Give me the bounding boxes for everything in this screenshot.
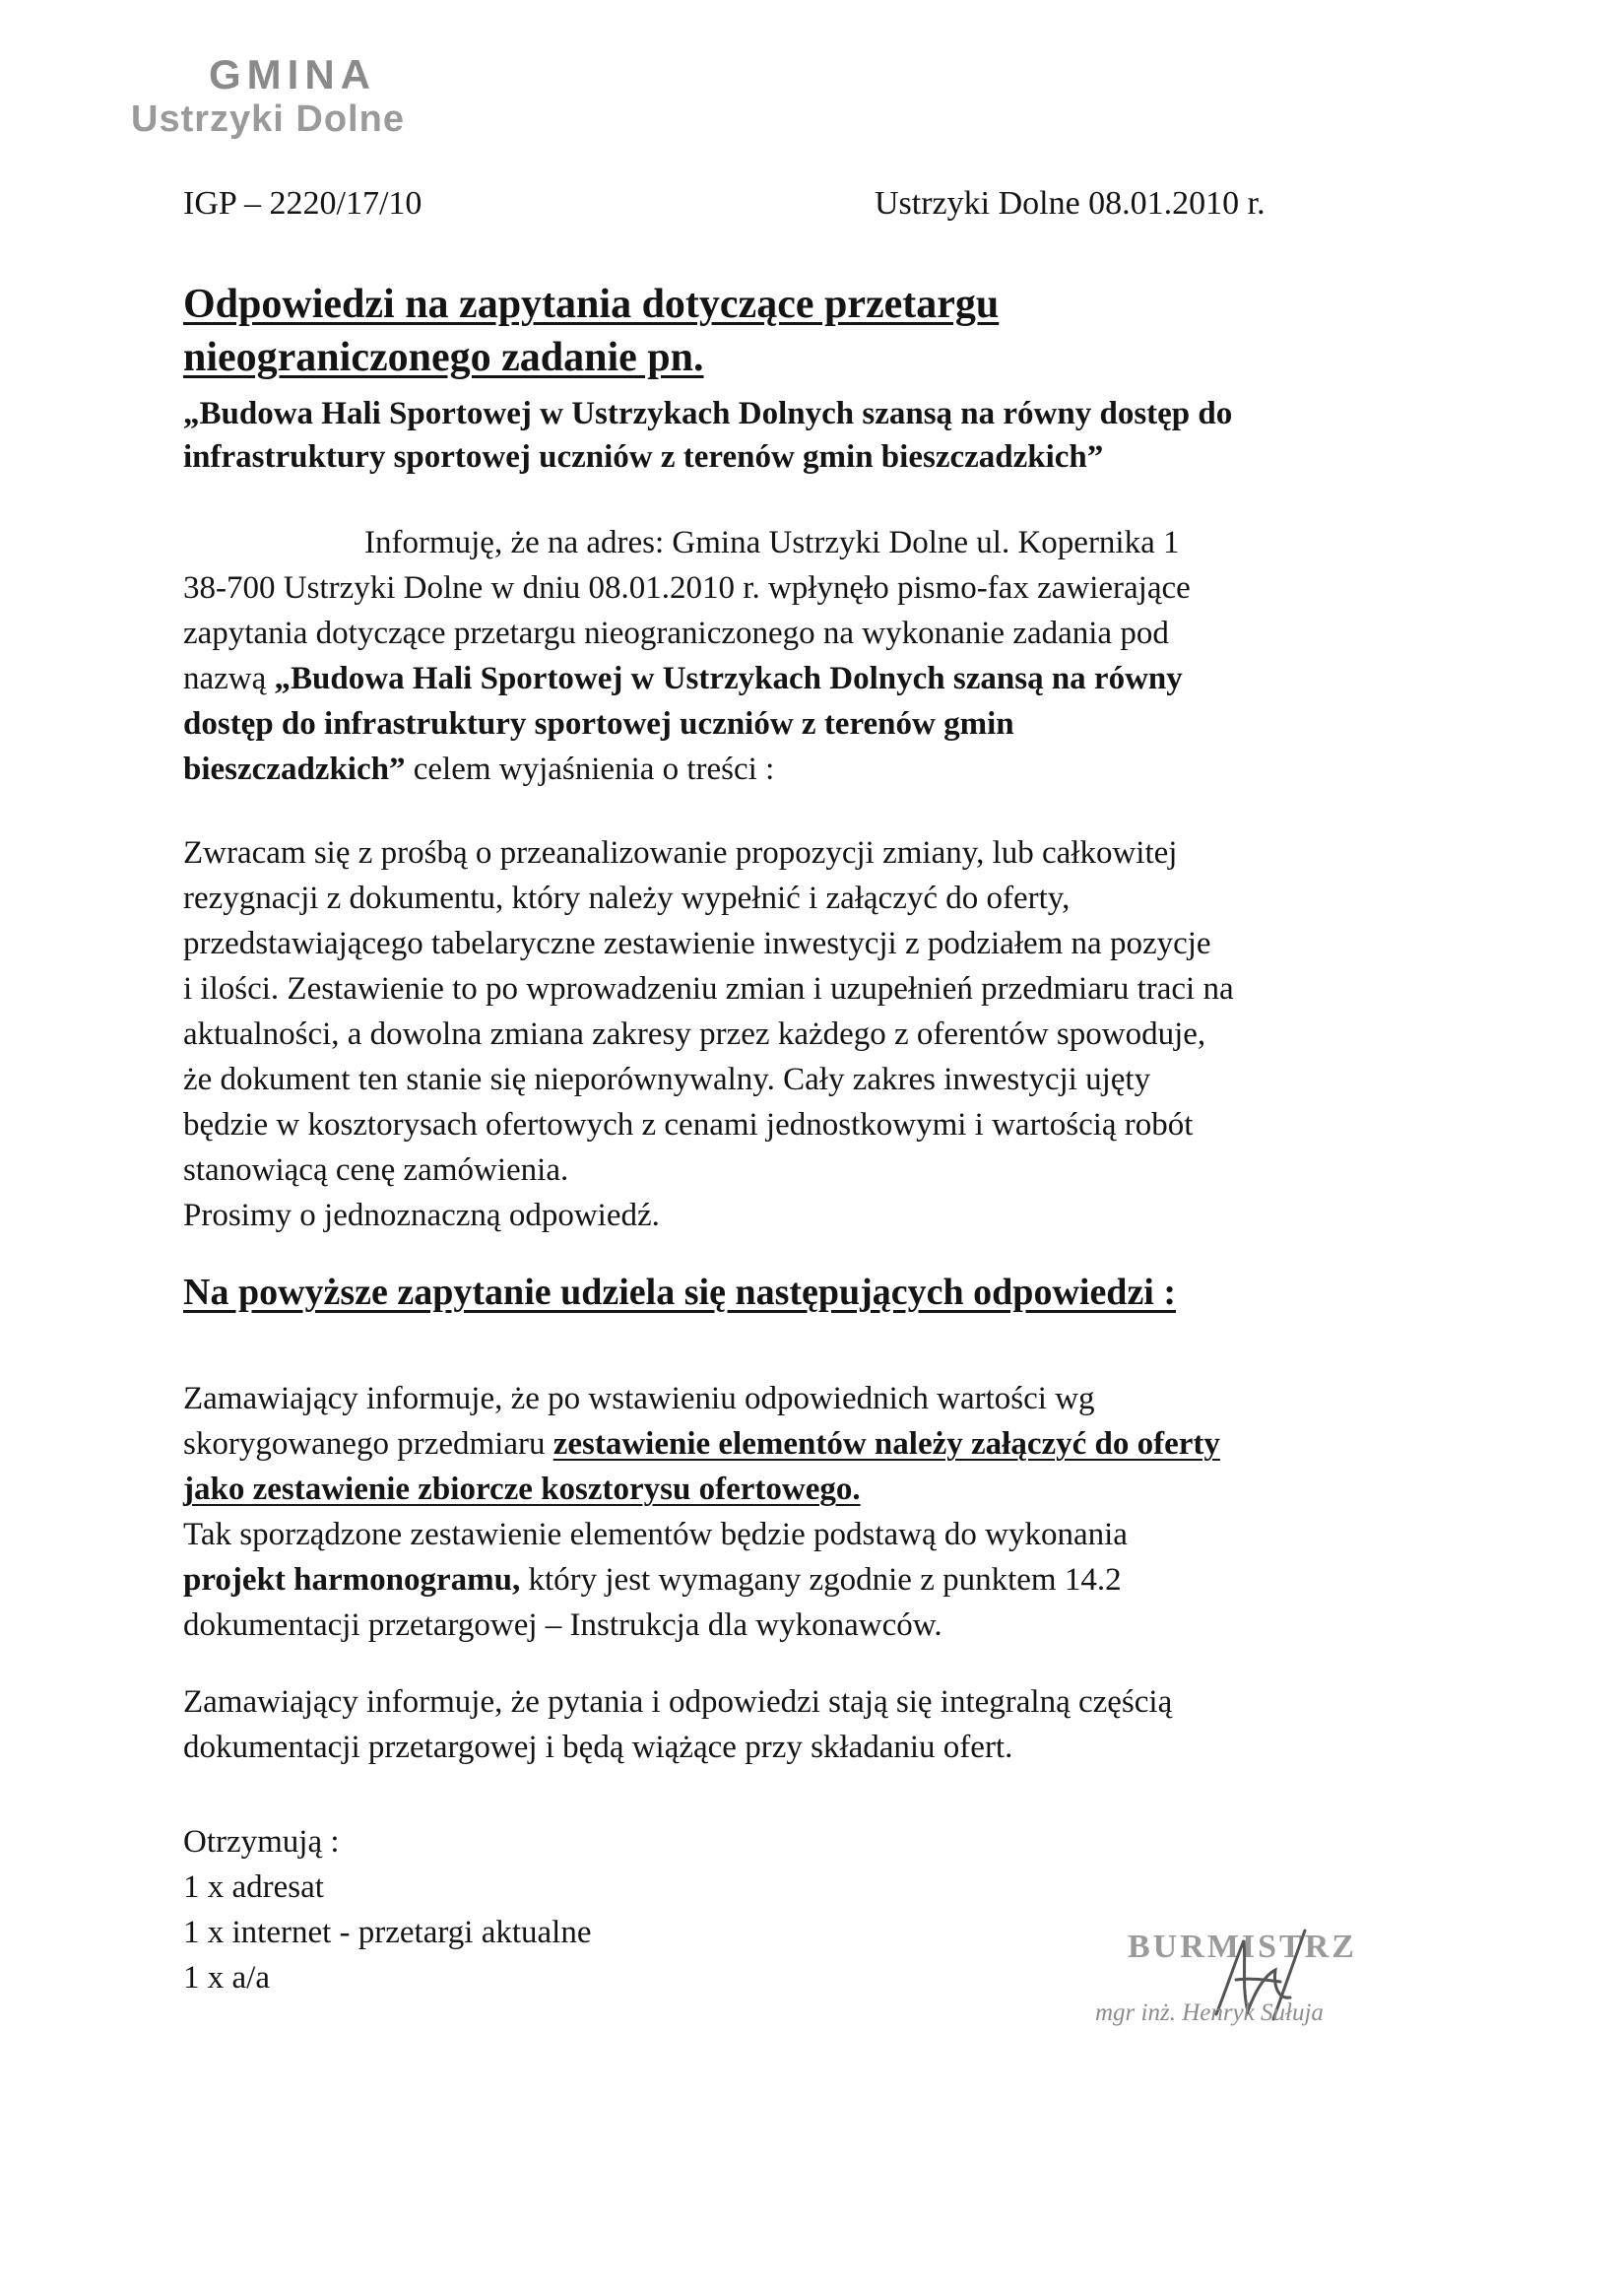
subject-line-1: „Budowa Hali Sportowej w Ustrzykach Dolnych szansą na równy dostęp do <box>183 396 1233 431</box>
paragraph-line: stanowiącą cenę zamówienia. <box>183 1152 569 1188</box>
recipient-item: 1 x adresat <box>183 1869 324 1905</box>
recipients-list <box>183 1819 1070 2000</box>
signature-stamp <box>1095 1921 1462 2049</box>
tender-subject <box>183 392 1483 479</box>
place-date: Ustrzyki Dolne 08.01.2010 r. <box>875 185 1266 222</box>
paragraph-answer <box>183 1376 1463 1648</box>
text-plain: który jest wymagany zgodnie z punktem 14.2 <box>520 1562 1122 1598</box>
logo-town: Ustrzyki Dolne <box>131 98 405 140</box>
logo-gmina: GMINA <box>209 51 376 98</box>
paragraph-line: Zamawiający informuje, że pytania i odpowiedzi stają się integralną częścią <box>183 1684 1173 1720</box>
paragraph-line <box>183 656 1463 701</box>
title-line-2: nieograniczonego zadanie pn. <box>183 335 704 380</box>
stamp-title: BURMISTRZ <box>1128 1929 1357 1965</box>
paragraph-line: że dokument ten stanie się nieporównywalny. Cały zakres inwestycji ujęty <box>183 1062 1151 1097</box>
text-bold: projekt harmonogramu, <box>183 1562 521 1598</box>
reference-number: IGP – 2220/17/10 <box>183 185 422 222</box>
paragraph-line: Prosimy o jednoznaczną odpowiedź. <box>183 1198 660 1233</box>
paragraph-line: rezygnacji z dokumentu, który należy wypełnić i załączyć do oferty, <box>183 881 1071 916</box>
paragraph-line: aktualności, a dowolna zmiana zakresy przez każdego z oferentów spowoduje, <box>183 1016 1206 1052</box>
paragraph-line: Informuję, że na adres: Gmina Ustrzyki Dolne ul. Kopernika 1 <box>364 525 1180 560</box>
paragraph-information <box>183 520 1463 792</box>
paragraph-integral <box>183 1679 1463 1770</box>
paragraph-line <box>183 1421 1463 1467</box>
recipient-item: 1 x a/a <box>183 1960 270 1996</box>
paragraph-line: zapytania dotyczące przetargu nieograniczonego na wykonanie zadania pod <box>183 616 1169 651</box>
paragraph-line <box>183 747 1463 792</box>
document-title <box>183 278 1267 384</box>
recipients-heading: Otrzymują : <box>183 1824 340 1860</box>
stamp-name: mgr inż. Henryk Sułuja <box>1095 1999 1324 2026</box>
text-bold-underlined: zestawienie elementów należy załączyć do oferty <box>552 1426 1220 1462</box>
paragraph-question <box>183 830 1463 1238</box>
text-plain: nazwą <box>183 661 275 696</box>
paragraph-line: dostęp do infrastruktury sportowej uczniów z terenów gmin <box>183 706 1014 742</box>
paragraph-line: i ilości. Zestawienie to po wprowadzeniu zmian i uzupełnień przedmiaru traci na <box>183 971 1234 1007</box>
paragraph-line: dokumentacji przetargowej i będą wiążące przy składaniu ofert. <box>183 1730 1013 1765</box>
title-line-1: Odpowiedzi na zapytania dotyczące przetargu <box>183 282 1000 327</box>
paragraph-line: Zamawiający informuje, że po wstawieniu odpowiednich wartości wg <box>183 1381 1095 1416</box>
paragraph-line: będzie w kosztorysach ofertowych z cenami jednostkowymi i wartością robót <box>183 1107 1194 1143</box>
paragraph-line: jako zestawienie zbiorcze kosztorysu ofertowego. <box>183 1472 861 1507</box>
text-plain: skorygowanego przedmiaru <box>183 1426 553 1462</box>
subject-line-2: infrastruktury sportowej uczniów z terenów gmin bieszczadzkich” <box>183 439 1104 475</box>
answers-heading: Na powyższe zapytanie udziela się następujących odpowiedzi : <box>183 1272 1177 1313</box>
text-bold: „Budowa Hali Sportowej w Ustrzykach Dolnych szansą na równy <box>274 661 1183 696</box>
paragraph-line: dokumentacji przetargowej – Instrukcja dla wykonawców. <box>183 1607 942 1643</box>
paragraph-line: 38-700 Ustrzyki Dolne w dniu 08.01.2010 r. wpłynęło pismo-fax zawierające <box>183 570 1191 606</box>
paragraph-line <box>183 1557 1463 1603</box>
paragraph-line: Tak sporządzone zestawienie elementów będzie podstawą do wykonania <box>183 1517 1128 1552</box>
text-plain: celem wyjaśnienia o treści : <box>405 752 775 787</box>
paragraph-line: przedstawiającego tabelaryczne zestawienie inwestycji z podziałem na pozycje <box>183 926 1211 961</box>
text-bold: bieszczadzkich” <box>183 752 406 787</box>
recipient-item: 1 x internet - przetargi aktualne <box>183 1915 592 1950</box>
paragraph-line: Zwracam się z prośbą o przeanalizowanie propozycji zmiany, lub całkowitej <box>183 835 1178 871</box>
